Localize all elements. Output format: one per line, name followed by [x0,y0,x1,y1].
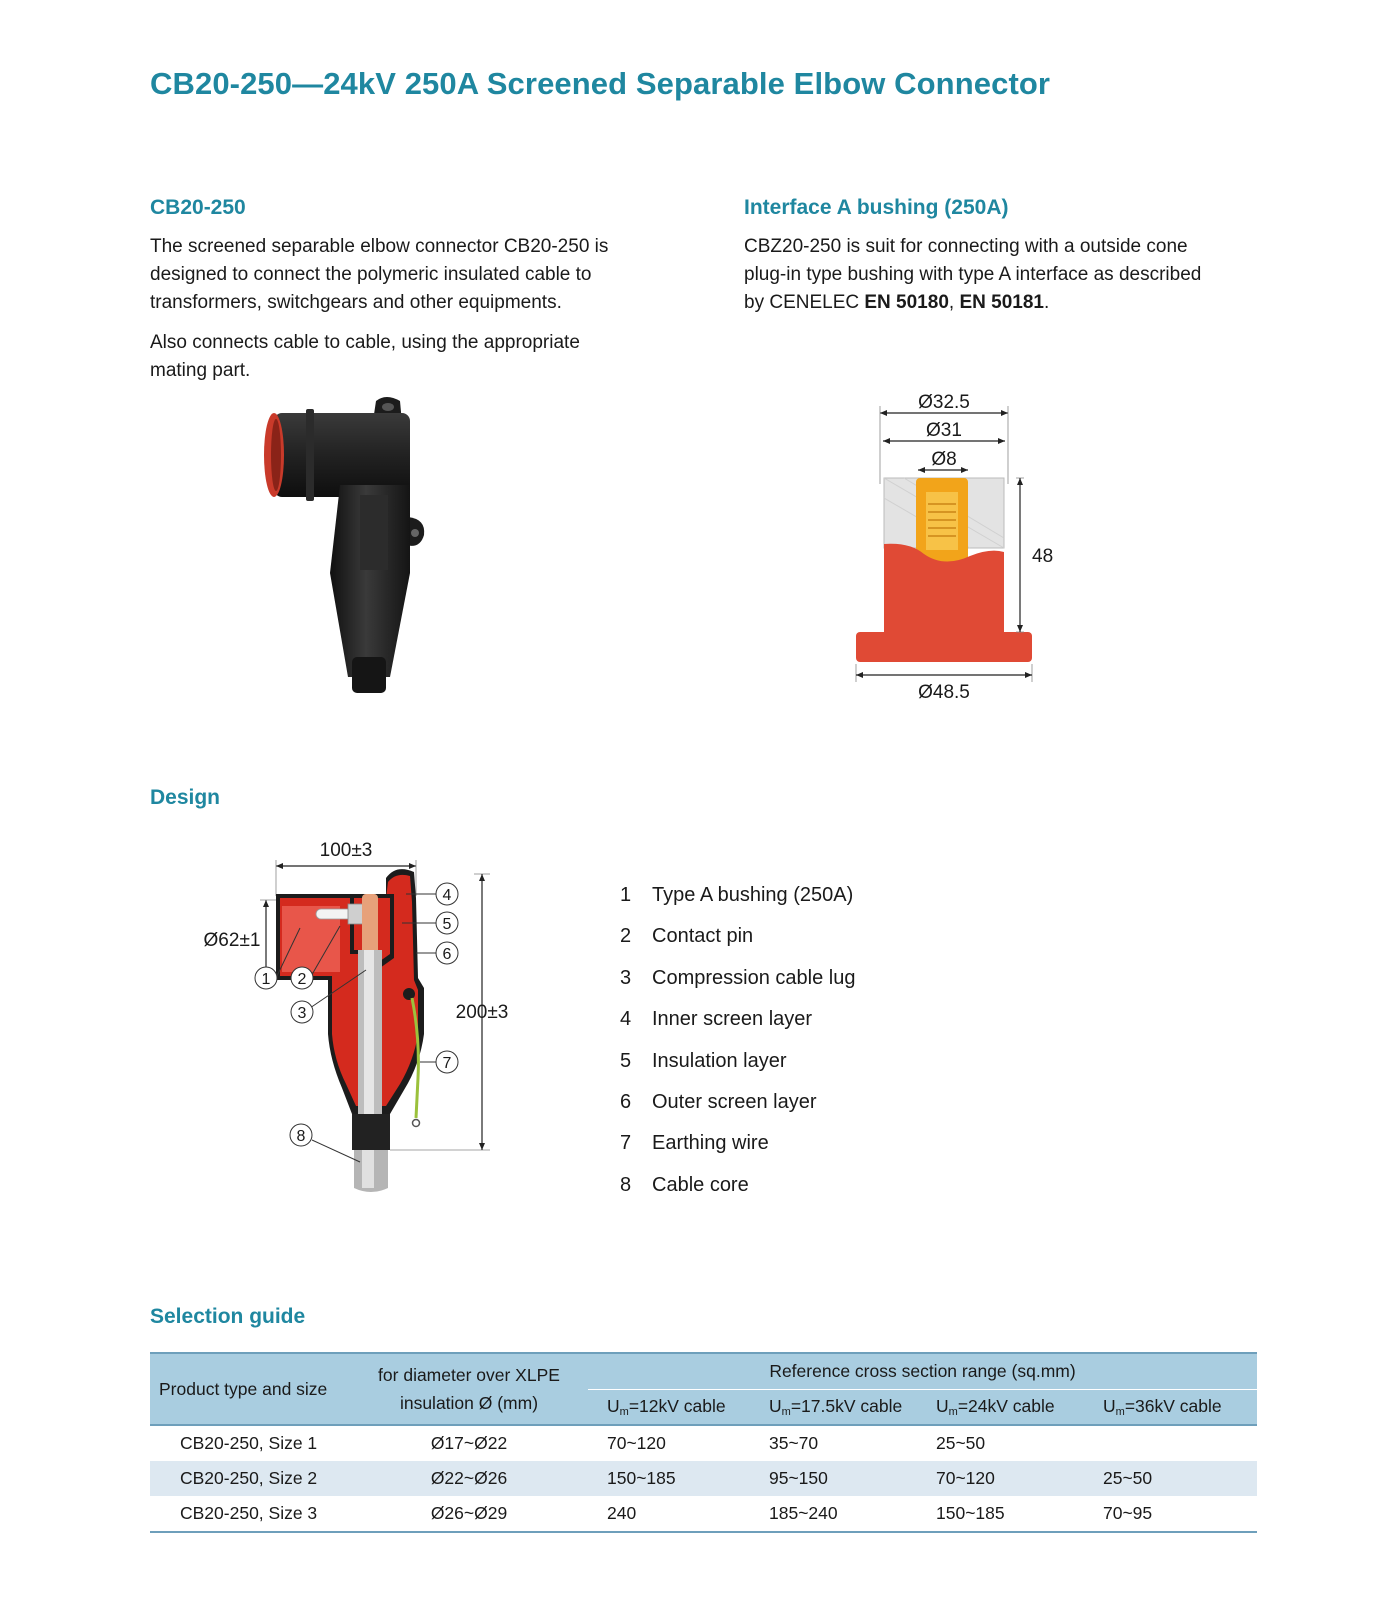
legend-item: 6 Outer screen layer [620,1090,817,1113]
cell-product: CB20-250, Size 1 [180,1433,318,1453]
header-product: Product type and size [150,1353,350,1425]
dim-design-width: 100±3 [319,840,373,861]
table-row [150,1461,1257,1496]
cell-36kv [1089,1425,1257,1461]
callout-1 [255,967,277,989]
cell-diameter: Ø26~Ø29 [430,1503,508,1523]
legend-item: 4 Inner screen layer [620,1008,813,1031]
legend-item: 1 Type A bushing (250A) [620,884,854,906]
dim-base-diameter: Ø48.5 [918,682,970,703]
svg-text:2: 2 [297,971,307,988]
legend-item: 5 Insulation layer [620,1049,787,1072]
cell-36kv: 70~95 [1103,1503,1153,1523]
svg-text:1: 1 [261,971,271,988]
bushing-text: CBZ20-250 is suit for connecting with a outside cone plug-in type bushing with type A interface as described by CENELEC [744,236,1202,313]
header-36kv: $U_m=36kV$ cable [1089,1389,1257,1425]
design-legend [620,884,855,1215]
cell-175kv: 185~240 [769,1503,838,1523]
cell-175kv: 35~70 [769,1433,819,1453]
product-paragraph-1: The screened separable elbow connector CB20-250 is designed to connect the polymeric insulated cable to transformers, switchgears and other equipments. [150,236,609,313]
cell-24kv: 150~185 [936,1503,1005,1523]
dim-design-height: 200±3 [455,1002,509,1023]
standard-separator: , [948,292,960,313]
bushing-dimension-drawing [850,392,1054,712]
svg-text:6: 6 [442,946,452,963]
selection-table [150,1352,1257,1533]
dim-height: 48 [1032,546,1054,567]
product-description [150,233,635,385]
sentence-end: . [1043,292,1050,313]
svg-text:4: 4 [442,887,452,904]
svg-text:8: 8 [296,1128,306,1145]
legend-item: 2 Contact pin [620,925,754,948]
cell-12kv: 240 [607,1503,637,1523]
selection-heading: Selection guide [150,1305,306,1328]
header-diameter: for diameter over XLPE insulation Ø (mm) [350,1353,588,1425]
dim-inner-diameter: Ø31 [926,420,962,441]
callout-2 [291,967,313,989]
callout-6 [436,942,458,964]
callout-8 [290,1124,312,1146]
cell-product: CB20-250, Size 3 [180,1503,318,1523]
legend-item: 8 Cable core [620,1173,749,1196]
bushing-heading: Interface A bushing (250A) [744,196,1009,219]
legend-item: 7 Earthing wire [620,1132,769,1155]
page-title: CB20-250—24kV 250A Screened Separable Elbow Connector [150,66,1051,101]
bushing-description [744,233,1219,317]
callout-3 [291,1001,313,1023]
product-heading: CB20-250 [150,196,246,219]
dim-outer-diameter: Ø32.5 [918,392,970,413]
callout-7 [436,1051,458,1073]
svg-text:7: 7 [442,1055,452,1072]
cell-12kv: 70~120 [607,1433,666,1453]
svg-text:5: 5 [442,916,452,933]
cell-175kv: 95~150 [755,1461,922,1496]
design-cross-section-drawing [190,838,550,1228]
table-row [150,1425,1257,1461]
callout-4 [436,883,458,905]
cell-24kv: 25~50 [936,1433,986,1453]
svg-text:3: 3 [297,1005,307,1022]
design-heading: Design [150,786,221,809]
header-24kv: $U_m=24kV$ cable [922,1389,1089,1425]
standard-en50181: EN 50181 [959,292,1044,313]
cell-product: CB20-250, Size 2 [150,1461,350,1496]
cell-24kv: 70~120 [922,1461,1089,1496]
header-reference: Reference cross section range (sq.mm) [588,1353,1257,1389]
header-175kv: $U_m=17.5kV$ cable [755,1389,922,1425]
dim-design-diameter: Ø62±1 [203,930,261,951]
table-row [150,1496,1257,1532]
cell-12kv: 150~185 [588,1461,755,1496]
standard-en50180: EN 50180 [864,292,949,313]
dim-pin-diameter: Ø8 [931,449,957,470]
product-paragraph-2: Also connects cable to cable, using the appropriate mating part. [150,332,580,381]
elbow-connector-photo [240,395,460,725]
cell-36kv: 25~50 [1089,1461,1257,1496]
callout-5 [436,912,458,934]
cell-diameter: Ø17~Ø22 [430,1433,508,1453]
legend-item: 3 Compression cable lug [620,966,856,989]
header-12kv: $U_m=12kV$ cable [588,1389,755,1425]
cell-diameter: Ø22~Ø26 [350,1461,588,1496]
